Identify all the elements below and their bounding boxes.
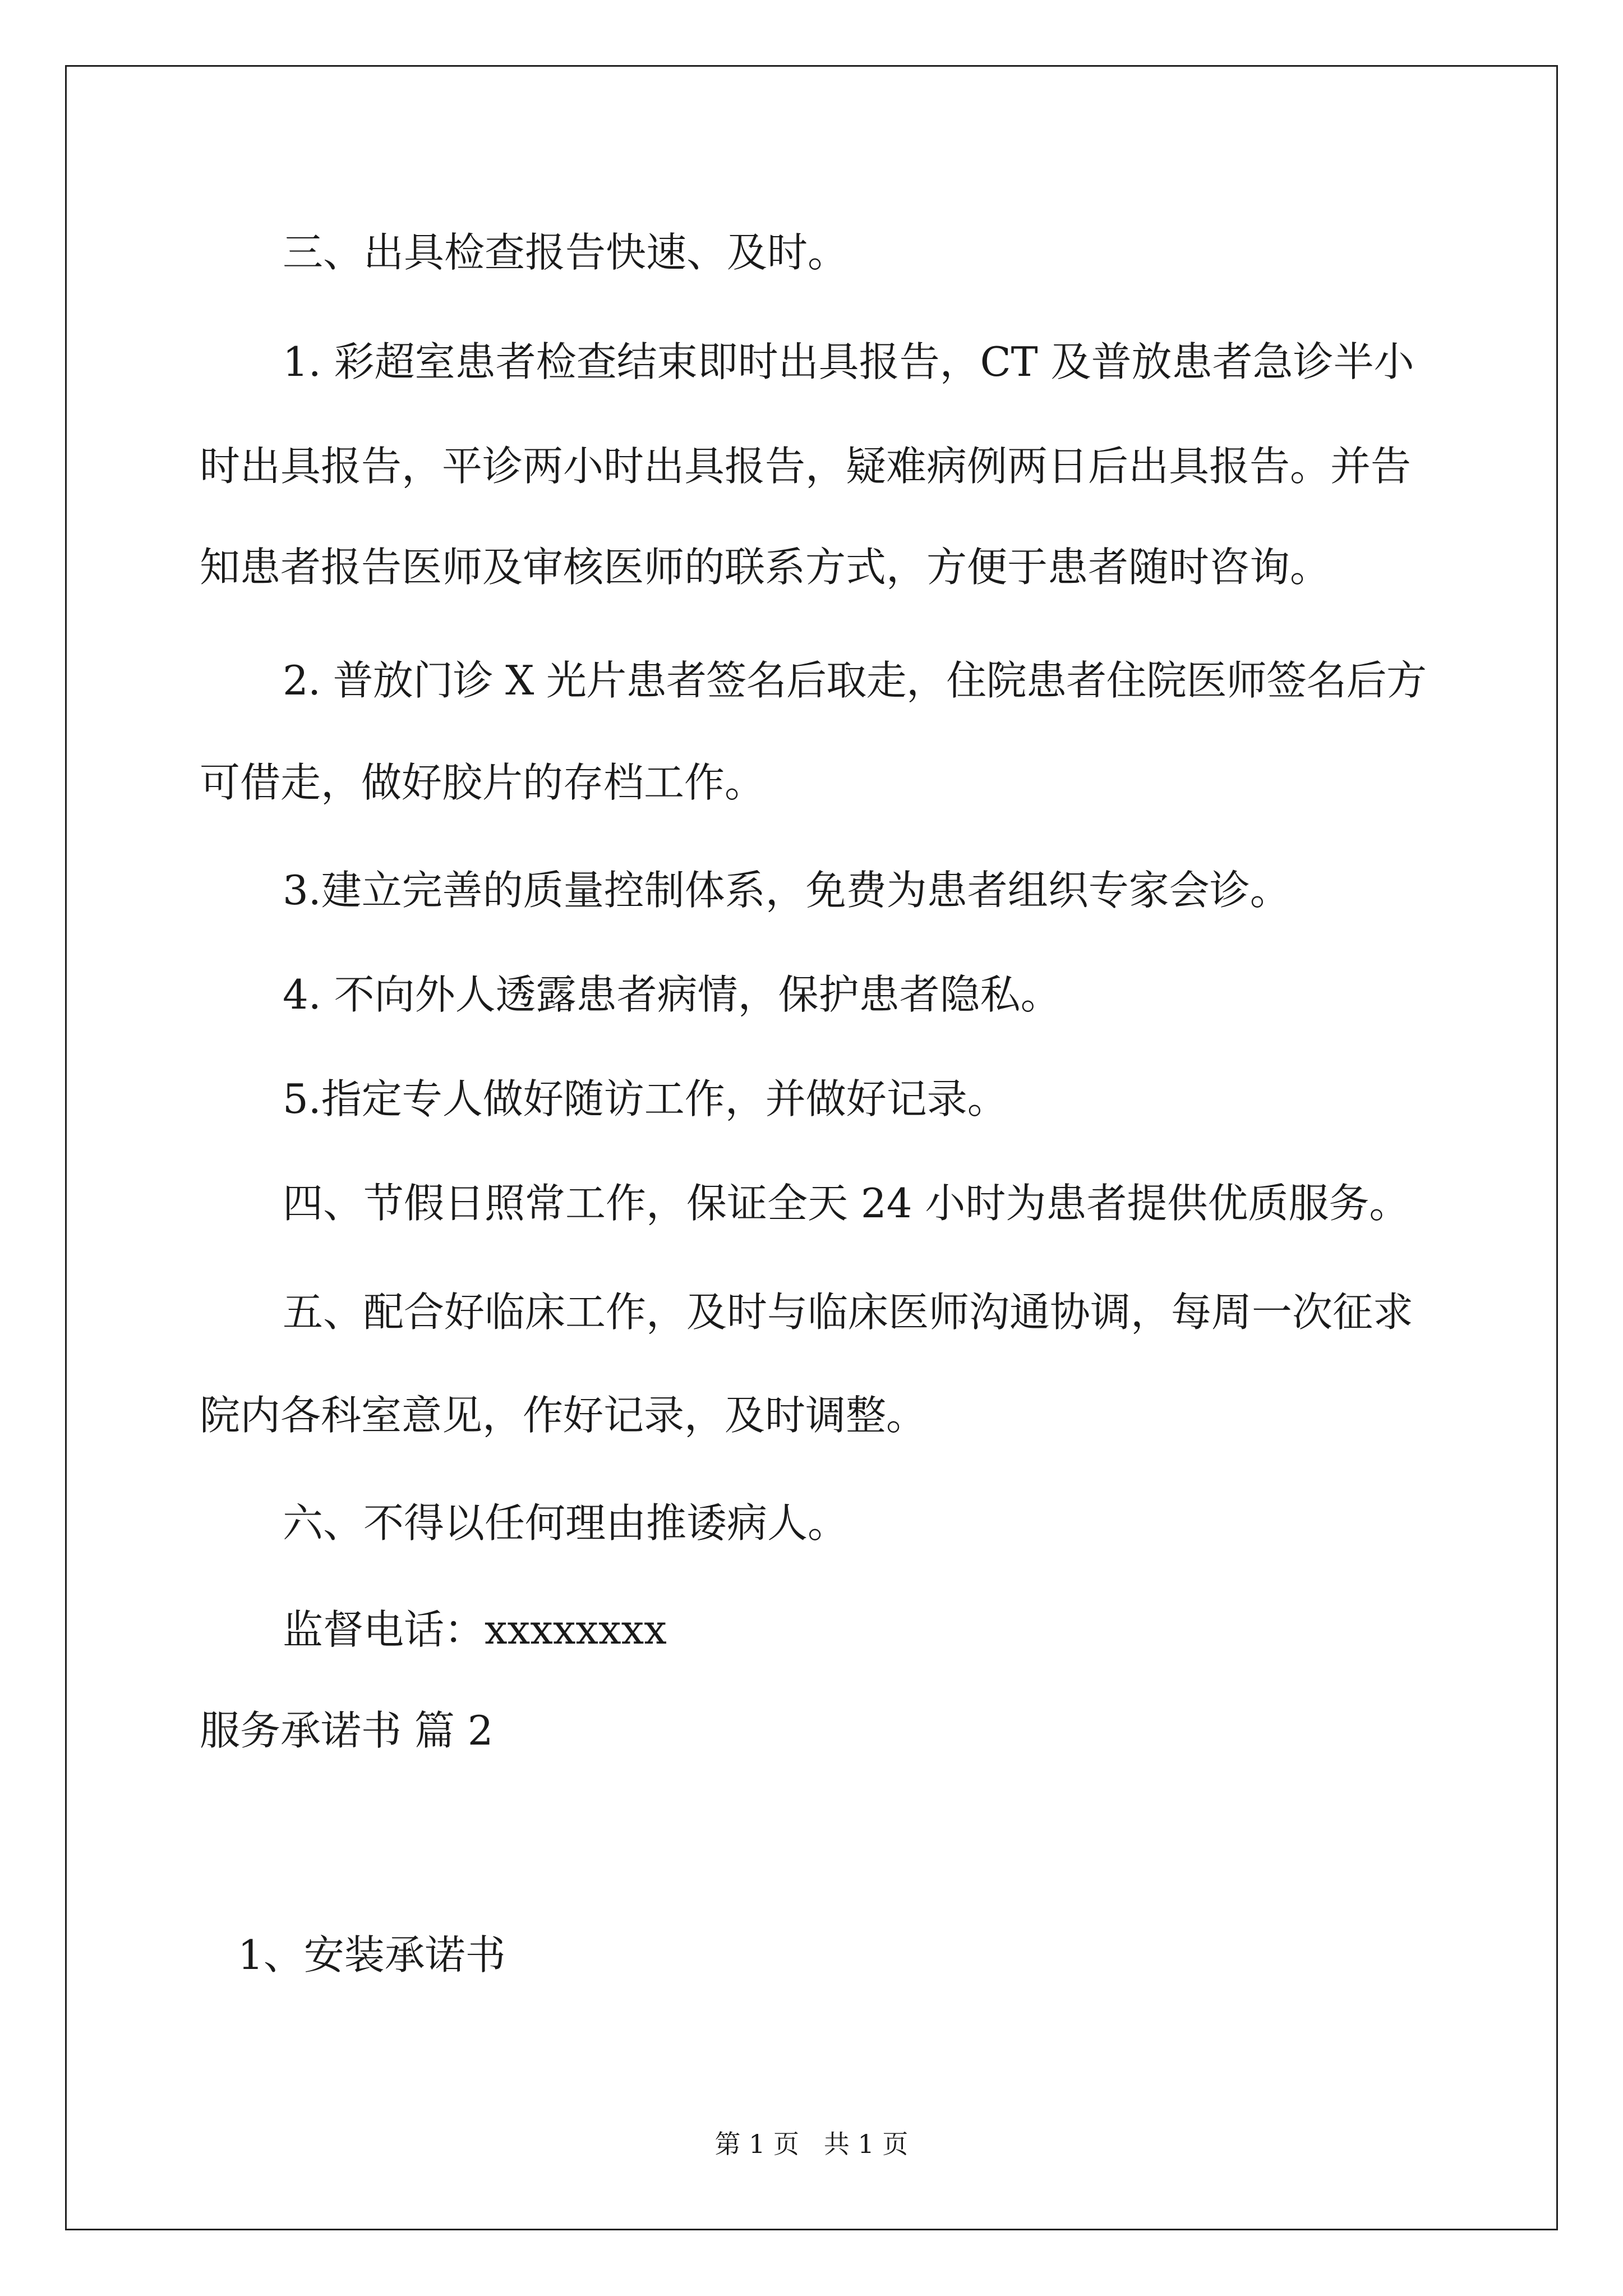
page-footer: 第 1 页 共 1 页 bbox=[714, 2129, 909, 2159]
item-1-line-2: 时出具报告，平诊两小时出具报告，疑难病例两日后出具报告。并告 bbox=[200, 443, 1412, 490]
part-2-heading: 服务承诺书 篇 2 bbox=[200, 1707, 494, 1754]
item-3: 3.建立完善的质量控制体系，免费为患者组织专家会诊。 bbox=[283, 867, 1290, 914]
section-five-line-1: 五、配合好临床工作，及时与临床医师沟通协调，每周一次征求 bbox=[283, 1289, 1414, 1336]
section-five-line-2: 院内各科室意见，作好记录，及时调整。 bbox=[200, 1392, 927, 1439]
item-2-line-2: 可借走，做好胶片的存档工作。 bbox=[200, 759, 766, 806]
item-1-line-3: 知患者报告医师及审核医师的联系方式，方便于患者随时咨询。 bbox=[200, 544, 1331, 591]
install-commitment-heading: 1、安装承诺书 bbox=[238, 1931, 506, 1978]
section-three-heading: 三、出具检查报告快速、及时。 bbox=[283, 229, 849, 276]
page-border bbox=[65, 65, 1558, 2230]
item-1-line-1: 1. 彩超室患者检查结束即时出具报告，CT 及普放患者急诊半小 bbox=[283, 338, 1414, 385]
section-four: 四、节假日照常工作，保证全天 24 小时为患者提供优质服务。 bbox=[283, 1180, 1410, 1227]
section-six: 六、不得以任何理由推诿病人。 bbox=[283, 1499, 849, 1547]
item-4: 4. 不向外人透露患者病情，保护患者隐私。 bbox=[283, 971, 1061, 1018]
supervision-phone: 监督电话：xxxxxxxx bbox=[283, 1606, 667, 1653]
item-5: 5.指定专人做好随访工作，并做好记录。 bbox=[283, 1075, 1008, 1122]
item-2-line-1: 2. 普放门诊 X 光片患者签名后取走，住院患者住院医师签名后方 bbox=[283, 657, 1427, 704]
